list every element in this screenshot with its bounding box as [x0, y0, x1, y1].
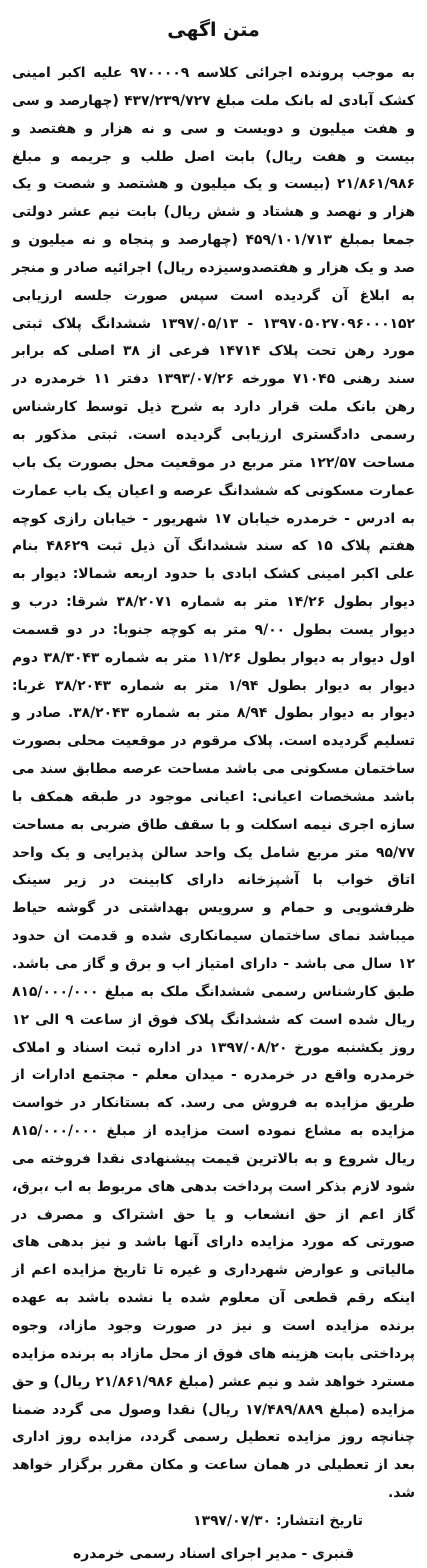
notice-document	[12, 8, 416, 1562]
publish-date: تاریخ انتشار: ۱۳۹۷/۰۷/۳۰	[193, 1512, 363, 1529]
notice-title: متن اگهی	[167, 19, 260, 41]
notice-body-text: به موجب پرونده اجرائی کلاسه ۹۷۰۰۰۰۹ علیه اکبر امینی کشک آبادی له بانک ملت مبلغ ۴۳۷/۲۳۹/۷۲۷ (چهارصد و سی و هفت میلیون و دویست و سی و نه هزار و هفتصد و بیست و هفت ریال) بابت اصل طلب و جریمه و مبلغ ۲۱/۸۶۱/۹۸۶ (بیست و یک میلیون و هشتصد و شصت و یک هزار و نهصد و هشتاد و شش ریال) بابت نیم عشر دولتی جمعا بمبلغ ۴۵۹/۱۰۱/۷۱۳ (چهارصد و پنجاه و نه میلیون و صد و یک هزار و هفتصدوسیزده ریال) اجرائیه صادر و منجر به ابلاغ آن گردیده است سپس صورت جلسه ارزیابی ۱۳۹۷۰۵۰۲۷۰۹۶۰۰۰۱۵۲ - ۱۳۹۷/۰۵/۱۳ ششدانگ پلاک ثبتی مورد رهن تحت پلاک ۱۴۷۱۴ فرعی از ۳۸ اصلی که برابر سند رهنی ۷۱۰۴۵ مورخه ۱۳۹۳/۰۷/۲۶ دفتر ۱۱ خرمدره در رهن بانک ملت قرار دارد به شرح ذیل توسط کارشناس رسمی دادگستری ارزیابی گردیده است. ثبتی مذکور به مساحت ۱۲۲/۵۷ متر مربع در موقعیت محل بصورت یک باب عمارت مسکونی که ششدانگ عرصه و اعیان یک باب عمارت به ادرس - خرمدره خیابان ۱۷ شهریور - خیابان رازی کوچه هفتم پلاک ۱۵ که سند ششدانگ آن ذیل ثبت ۴۸۶۲۹ بنام علی اکبر امینی کشک ابادی با حدود اربعه شمالا: دیوار به دیوار بطول ۱۴/۲۶ متر به شماره ۳۸/۲۰۷۱ شرقا: درب و دیوار یست بطول ۹/۰۰ متر به کوچه جنوبا: در دو قسمت اول دیوار به دیوار بطول ۱۱/۲۶ متر به شماره ۳۸/۳۰۴۳ دوم دیوار به دیوار بطول ۱/۹۴ متر به شماره ۳۸/۲۰۴۳ غربا: دیوار به دیوار بطول ۸/۹۴ متر به شماره ۳۸/۲۰۴۳. صادر و تسلیم گردیده است. پلاک مرقوم در موقعیت محلی بصورت ساختمان مسکونی می باشد مساحت عرصه مطابق سند می باشد مشخصات اعیانی: اعیانی موجود در طبقه همکف با سازه اجری نیمه اسکلت و با سقف طاق ضربی به مساحت ۹۵/۷۷ متر مربع شامل یک واحد سالن پذیرایی و یک واحد اتاق خواب با آشپزخانه دارای کابینت در زیر سینک ظرفشویی و حمام و سرویس بهداشتی در گوشه حیاط میباشد نمای ساختمان سیمانکاری شده و قدمت ان حدود ۱۲ سال می باشد - دارای امتیاز اب و برق و گاز می باشد. طبق کارشناس رسمی ششدانگ ملک به مبلغ ۸۱۵/۰۰۰/۰۰۰ ریال شده است که ششدانگ پلاک فوق از ساعت ۹ الی ۱۲ روز یکشنبه مورخ ۱۳۹۷/۰۸/۲۰ در اداره ثبت اسناد و املاک خرمدره واقع در خرمدره - میدان معلم - مجتمع ادارات از طریق مزایده به فروش می رسد. که بستانکار در خواست مزایده به مشاع نموده است مزایده از مبلغ ۸۱۵/۰۰۰/۰۰۰ ریال شروع و به بالاترین قیمت پیشنهادی نقدا فروخته می شود لازم بذکر است پرداخت بدهی های مربوط به اب ،برق، گاز اعم از حق انشعاب و یا حق اشتراک و مصرف در صورتی که مورد مزایده دارای آنها باشد و نیز بدهی های مالیاتی و عوارض شهرداری و غیره تا تاریخ مزایده اعم از اینکه رقم قطعی آن معلوم شده یا نشده باشد به عهده برنده مزایده است و نیز در صورت وجود مازاد، وجوه پرداختی بابت هزینه های فوق از محل مازاد به برنده مزایده مسترد خواهد شد و نیم عشر (مبلغ ۲۱/۸۶۱/۹۸۶ ریال) و حق مزایده (مبلغ ۱۷/۴۸۹/۸۸۹ ریال) نقدا وصول می گردد ضمنا چنانچه روز مزایده تعطیل رسمی گردد، مزایده روز اداری بعد از تعطیلی در همان ساعت و مکان مقرر برگزار خواهد شد.	[12, 65, 416, 1502]
signature-line: قنبری - مدیر اجرای اسناد رسمی خرمدره	[73, 1545, 354, 1562]
